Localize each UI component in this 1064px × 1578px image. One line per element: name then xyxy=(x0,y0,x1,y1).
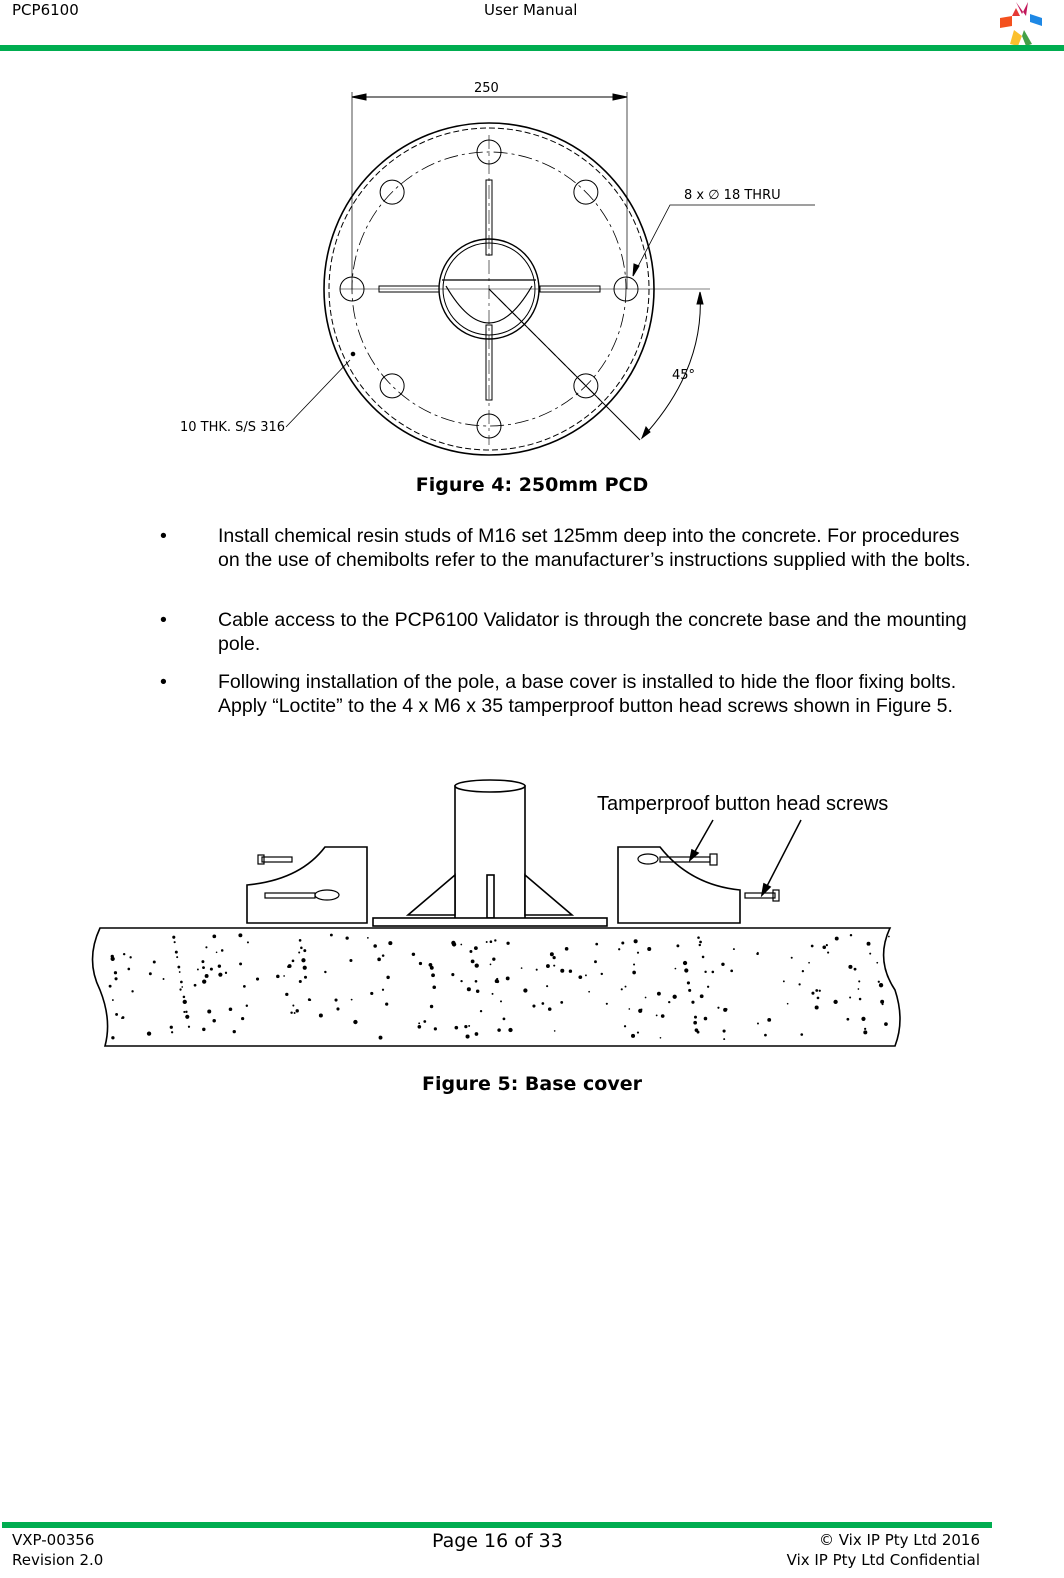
concrete-speck xyxy=(815,989,818,992)
concrete-speck xyxy=(330,934,333,937)
concrete-speck xyxy=(336,1007,339,1010)
concrete-speck xyxy=(221,949,224,952)
concrete-speck xyxy=(466,1035,470,1039)
concrete-speck xyxy=(492,957,495,960)
concrete-speck xyxy=(858,988,860,990)
concrete-speck xyxy=(569,970,572,973)
concrete-speck xyxy=(475,980,478,983)
concrete-speck xyxy=(419,962,422,965)
concrete-speck xyxy=(309,999,311,1001)
callout-label: Tamperproof button head screws xyxy=(597,793,889,815)
concrete-speck xyxy=(691,1001,694,1004)
concrete-speck xyxy=(633,963,635,965)
concrete-speck xyxy=(431,973,435,977)
concrete-speck xyxy=(418,1025,422,1029)
concrete-speck xyxy=(476,989,479,992)
concrete-speck xyxy=(492,993,494,995)
concrete-speck xyxy=(334,998,337,1001)
concrete-speck xyxy=(548,1007,552,1011)
concrete-speck xyxy=(645,997,647,999)
concrete-speck xyxy=(298,951,300,953)
concrete-speck xyxy=(704,1017,708,1021)
footer-page-number: Page 16 of 33 xyxy=(432,1530,563,1552)
concrete-speck xyxy=(879,983,883,987)
concrete-speck xyxy=(819,990,821,992)
concrete-speck xyxy=(460,944,462,946)
concrete-speck xyxy=(660,1037,662,1039)
concrete-speck xyxy=(621,942,624,945)
concrete-speck xyxy=(290,1011,292,1013)
concrete-speck xyxy=(490,940,493,943)
concrete-speck xyxy=(668,1001,670,1003)
concrete-speck xyxy=(694,1016,697,1019)
concrete-speck xyxy=(802,970,804,972)
concrete-speck xyxy=(276,975,280,979)
concrete-speck xyxy=(423,1020,426,1023)
concrete-speck xyxy=(723,1008,727,1012)
concrete-speck xyxy=(225,972,227,974)
bullet-icon: • xyxy=(160,609,167,631)
concrete-speck xyxy=(238,933,242,937)
concrete-speck xyxy=(451,941,455,945)
concrete-speck xyxy=(285,993,288,996)
concrete-speck xyxy=(303,949,306,952)
concrete-speck xyxy=(216,951,218,953)
concrete-speck xyxy=(808,962,810,964)
concrete-speck xyxy=(508,1028,512,1032)
concrete-speck xyxy=(304,976,307,979)
concrete-speck xyxy=(730,969,733,972)
concrete-speck xyxy=(624,1025,626,1027)
concrete-speck xyxy=(475,964,479,968)
concrete-speck xyxy=(661,1014,665,1018)
concrete-speck xyxy=(687,981,690,984)
footer-copyright: © Vix IP Pty Ltd 2016 xyxy=(818,1531,980,1549)
concrete-speck xyxy=(430,966,434,970)
concrete-speck xyxy=(123,953,125,955)
concrete-speck xyxy=(385,1002,388,1005)
concrete-speck xyxy=(299,939,302,942)
concrete-speck xyxy=(850,934,852,936)
concrete-speck xyxy=(699,944,701,946)
concrete-speck xyxy=(129,956,131,958)
concrete-speck xyxy=(546,985,548,987)
concrete-speck xyxy=(127,968,130,971)
concrete-speck xyxy=(171,1031,173,1033)
concrete-speck xyxy=(673,995,677,999)
concrete-speck xyxy=(560,969,564,973)
concrete-speck xyxy=(676,944,679,947)
concrete-speck xyxy=(783,980,785,982)
concrete-speck xyxy=(595,943,598,946)
concrete-speck xyxy=(386,976,389,979)
concrete-speck xyxy=(179,971,181,973)
concrete-speck xyxy=(601,973,603,975)
concrete-speck xyxy=(723,1038,725,1040)
concrete-speck xyxy=(183,1000,187,1004)
concrete-speck xyxy=(521,967,523,969)
header-rule xyxy=(0,45,1064,51)
footer-doc-id: VXP-00356 xyxy=(12,1531,95,1549)
concrete-speck xyxy=(684,968,688,972)
concrete-speck xyxy=(723,1029,726,1032)
concrete-speck xyxy=(303,966,307,970)
concrete-speck xyxy=(497,1028,500,1031)
header-title: User Manual xyxy=(484,1,578,19)
concrete-speck xyxy=(506,977,510,981)
concrete-speck xyxy=(634,939,638,943)
concrete-speck xyxy=(471,959,475,963)
concrete-speck xyxy=(787,1003,789,1005)
concrete-speck xyxy=(833,1000,837,1004)
concrete-speck xyxy=(388,941,392,945)
concrete-speck xyxy=(153,960,156,963)
concrete-speck xyxy=(346,936,349,939)
concrete-speck xyxy=(299,980,302,983)
concrete-speck xyxy=(560,1001,563,1004)
concrete-speck xyxy=(869,953,871,955)
concrete-speck xyxy=(197,969,199,971)
concrete-speck xyxy=(637,952,639,954)
concrete-speck xyxy=(114,971,117,974)
concrete-speck xyxy=(815,1006,819,1010)
concrete-speck xyxy=(882,1003,884,1005)
concrete-speck xyxy=(246,1005,248,1007)
concrete-speck xyxy=(412,953,415,956)
concrete-speck xyxy=(131,990,133,992)
bullet-text: Install chemical resin studs of M16 set 125mm deep into the concrete. For procedures on the use of chemibolts refer to the manufacturer’s instructions supplied with the bolts. xyxy=(218,525,971,571)
concrete-speck xyxy=(523,988,527,992)
concrete-speck xyxy=(218,964,221,967)
concrete-speck xyxy=(606,1003,608,1005)
concrete-speck xyxy=(115,1013,118,1016)
concrete-speck xyxy=(675,968,677,970)
concrete-speck xyxy=(554,1030,556,1032)
concrete-speck xyxy=(707,986,709,988)
concrete-speck xyxy=(114,977,117,980)
concrete-speck xyxy=(292,960,295,963)
concrete-speck xyxy=(212,1019,215,1022)
concrete-speck xyxy=(111,957,115,961)
bullet-text: Following installation of the pole, a base cover is installed to hide the floor fixing bolts. Apply “Loctite” to the 4 x M6 x 35 tamperproof button head screws shown in Figure 5. xyxy=(218,671,957,717)
concrete-speck xyxy=(239,962,242,965)
concrete-speck xyxy=(183,996,186,999)
concrete-speck xyxy=(496,980,499,983)
concrete-speck xyxy=(170,1026,173,1029)
concrete-speck xyxy=(717,1007,719,1009)
concrete-speck xyxy=(205,974,209,978)
concrete-speck xyxy=(657,992,661,996)
concrete-speck xyxy=(553,965,555,967)
concrete-speck xyxy=(121,1017,123,1019)
concrete-speck xyxy=(858,980,860,982)
concrete-speck xyxy=(798,983,800,985)
concrete-speck xyxy=(467,987,471,991)
figure-4-caption: Figure 4: 250mm PCD xyxy=(415,474,649,496)
concrete-speck xyxy=(578,975,582,979)
concrete-speck xyxy=(294,1012,296,1014)
concrete-speck xyxy=(432,985,436,989)
concrete-speck xyxy=(188,1026,190,1028)
concrete-speck xyxy=(370,992,373,995)
concrete-speck xyxy=(464,1025,467,1028)
concrete-speck xyxy=(247,941,249,943)
concrete-speck xyxy=(822,946,826,950)
concrete-speck xyxy=(480,1010,482,1012)
concrete-speck xyxy=(179,988,181,990)
concrete-speck xyxy=(848,965,852,969)
concrete-speck xyxy=(849,997,851,999)
concrete-speck xyxy=(503,1017,506,1020)
concrete-speck xyxy=(243,985,246,988)
concrete-speck xyxy=(468,1025,470,1027)
concrete-speck xyxy=(349,959,352,962)
concrete-speck xyxy=(800,1033,803,1036)
figure-5-drawing xyxy=(0,770,1064,1060)
header-left: PCP6100 xyxy=(12,1,79,19)
concrete-speck xyxy=(202,966,205,969)
concrete-speck xyxy=(712,971,715,974)
dimension-label: 250 xyxy=(474,81,499,96)
concrete-speck xyxy=(434,1027,437,1030)
concrete-speck xyxy=(300,947,303,950)
bolt-hole xyxy=(380,374,404,398)
concrete-speck xyxy=(846,1018,849,1021)
concrete-speck xyxy=(817,997,820,1000)
concrete-speck xyxy=(460,980,462,982)
concrete-speck xyxy=(835,937,839,941)
concrete-speck xyxy=(496,978,498,980)
concrete-speck xyxy=(536,969,538,971)
concrete-speck xyxy=(351,999,353,1001)
concrete-speck xyxy=(638,1009,642,1013)
concrete-speck xyxy=(542,1002,545,1005)
vix-star-logo-icon xyxy=(996,0,1044,48)
concrete-speck xyxy=(174,941,176,943)
concrete-speck xyxy=(283,975,285,977)
concrete-speck xyxy=(826,944,828,946)
concrete-speck xyxy=(721,963,724,966)
bullet-icon: • xyxy=(160,671,167,693)
concrete-speck xyxy=(859,998,862,1001)
concrete-speck xyxy=(177,966,180,969)
concrete-speck xyxy=(863,1030,867,1034)
concrete-speck xyxy=(205,946,207,948)
concrete-speck xyxy=(172,936,175,939)
concrete-speck xyxy=(625,986,627,988)
concrete-speck xyxy=(618,948,620,950)
concrete-speck xyxy=(218,973,222,977)
concrete-speck xyxy=(827,952,829,954)
concrete-speck xyxy=(756,952,759,955)
concrete-speck xyxy=(176,956,178,958)
concrete-speck xyxy=(474,946,478,950)
concrete-speck xyxy=(256,977,259,980)
concrete-speck xyxy=(494,939,496,941)
concrete-speck xyxy=(475,1032,479,1036)
concrete-speck xyxy=(296,1009,299,1012)
concrete-speck xyxy=(175,951,178,954)
concrete-speck xyxy=(585,974,587,976)
concrete-speck xyxy=(553,956,556,959)
concrete-speck xyxy=(656,1014,658,1016)
concrete-speck xyxy=(490,963,492,965)
concrete-speck xyxy=(367,937,369,939)
concrete-speck xyxy=(229,1007,233,1011)
concrete-speck xyxy=(688,989,691,992)
concrete-speck xyxy=(183,1011,185,1013)
concrete-speck xyxy=(767,1018,771,1022)
concrete-speck xyxy=(699,941,702,944)
concrete-speck xyxy=(185,1011,187,1013)
concrete-speck xyxy=(880,1000,884,1004)
concrete-speck xyxy=(546,964,550,968)
concrete-speck xyxy=(109,985,112,988)
concrete-speck xyxy=(353,1020,357,1024)
concrete-speck xyxy=(693,1021,697,1025)
concrete-speck xyxy=(111,1036,114,1039)
concrete-speck xyxy=(764,1034,767,1037)
concrete-speck xyxy=(202,980,206,984)
hole-label: 8 x ∅ 18 THRU xyxy=(684,188,781,203)
concrete-speck xyxy=(180,981,183,984)
concrete-speck xyxy=(637,1032,639,1034)
concrete-speck xyxy=(210,968,213,971)
concrete-speck xyxy=(233,1030,236,1033)
concrete-speck xyxy=(373,944,377,948)
concrete-speck xyxy=(430,1005,433,1008)
concrete-speck xyxy=(149,972,152,975)
concrete-speck xyxy=(588,991,590,993)
concrete-speck xyxy=(319,1013,323,1017)
concrete-speck xyxy=(147,1031,151,1035)
footer-revision: Revision 2.0 xyxy=(12,1551,104,1569)
concrete-speck xyxy=(382,954,385,957)
angle-label: 45° xyxy=(672,368,696,383)
concrete-speck xyxy=(594,960,597,963)
concrete-speck xyxy=(888,936,890,938)
concrete-speck xyxy=(112,999,114,1001)
concrete-speck xyxy=(697,936,700,939)
concrete-speck xyxy=(506,942,509,945)
concrete-speck xyxy=(811,992,814,995)
concrete-speck xyxy=(486,941,488,943)
concrete-speck xyxy=(791,957,793,959)
bullet-text: Cable access to the PCP6100 Validator is through the concrete base and the mounting pole. xyxy=(218,609,967,655)
figure-5-caption: Figure 5: Base cover xyxy=(422,1073,642,1095)
concrete-speck xyxy=(455,1026,459,1030)
concrete-speck xyxy=(695,1028,699,1032)
concrete-speck xyxy=(292,1005,294,1007)
concrete-speck xyxy=(185,1015,189,1019)
concrete-speck xyxy=(287,965,290,968)
concrete-speck xyxy=(207,1009,211,1013)
concrete-speck xyxy=(632,971,636,975)
concrete-speck xyxy=(382,989,384,991)
bullet-icon: • xyxy=(160,525,167,547)
concrete-speck xyxy=(379,1036,383,1040)
concrete-speck xyxy=(757,1023,759,1025)
concrete-speck xyxy=(202,1028,205,1031)
concrete-speck xyxy=(532,1004,535,1007)
concrete-speck xyxy=(418,1022,420,1024)
concrete-speck xyxy=(867,942,871,946)
concrete-speck xyxy=(631,1034,635,1038)
concrete-speck xyxy=(811,945,814,948)
concrete-speck xyxy=(212,934,216,938)
figure-4-drawing xyxy=(0,70,1064,470)
concrete-speck xyxy=(700,994,704,998)
concrete-speck xyxy=(565,947,569,951)
concrete-speck xyxy=(301,958,305,962)
concrete-speck xyxy=(241,1017,244,1020)
concrete-speck xyxy=(702,956,705,959)
concrete-speck xyxy=(864,1028,866,1030)
concrete-speck xyxy=(854,968,857,971)
concrete-speck xyxy=(201,960,204,963)
concrete-speck xyxy=(163,978,165,980)
concrete-speck xyxy=(621,988,623,990)
concrete-speck xyxy=(451,973,454,976)
concrete-speck xyxy=(469,950,472,953)
concrete-speck xyxy=(683,961,687,965)
concrete-speck xyxy=(377,958,381,962)
concrete-speck xyxy=(628,1008,630,1010)
concrete-speck xyxy=(884,1022,888,1026)
concrete-speck xyxy=(550,952,554,956)
concrete-speck xyxy=(861,1017,865,1021)
concrete-speck xyxy=(181,986,183,988)
concrete-speck xyxy=(704,971,706,973)
footer-confidential: Vix IP Pty Ltd Confidential xyxy=(786,1551,980,1569)
concrete-speck xyxy=(324,971,326,973)
concrete-speck xyxy=(194,984,197,987)
concrete-speck xyxy=(500,1000,502,1002)
concrete-speck xyxy=(733,948,735,950)
concrete-speck xyxy=(878,981,880,983)
footer-rule xyxy=(2,1522,992,1528)
concrete-speck xyxy=(876,962,878,964)
concrete-speck xyxy=(647,947,651,951)
plate-label: 10 THK. S/S 316 xyxy=(180,420,286,435)
